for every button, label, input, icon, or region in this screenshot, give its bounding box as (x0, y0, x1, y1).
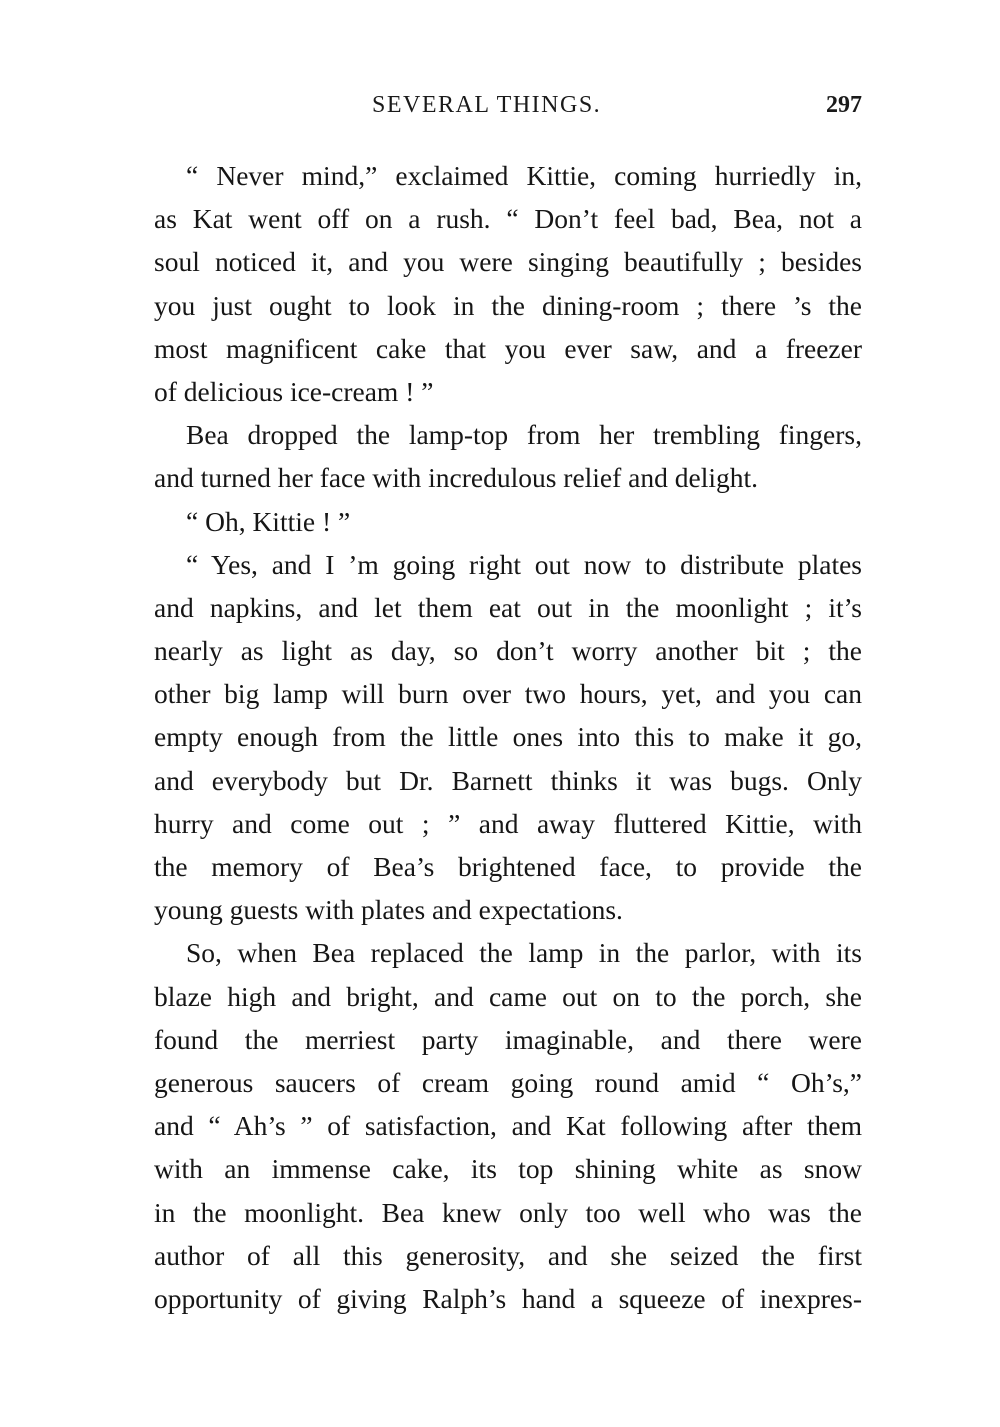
text-line: opportunity of giving Ralph’s hand a squeeze of inexpres- (154, 1282, 862, 1314)
text-line: most magnificent cake that you ever saw, and a freezer (154, 332, 862, 364)
text-line: young guests with plates and expectations. (154, 894, 623, 926)
text-line: So, when Bea replaced the lamp in the parlor, with its (186, 937, 862, 969)
text-line: in the moonlight. Bea knew only too well who was the (154, 1196, 862, 1228)
page-number: 297 (826, 92, 862, 118)
body-text (154, 154, 862, 1320)
text-line: soul noticed it, and you were singing beautifully ; besides (154, 246, 862, 278)
text-line: and napkins, and let them eat out in the moonlight ; it’s (154, 591, 862, 623)
paragraph (154, 413, 862, 499)
running-title: SEVERAL THINGS. (372, 92, 602, 118)
text-line: as Kat went off on a rush. “ Don’t feel bad, Bea, not a (154, 203, 862, 235)
text-line: and “ Ah’s ” of satisfaction, and Kat following after them (154, 1110, 862, 1142)
text-line: nearly as light as day, so don’t worry another bit ; the (154, 635, 862, 667)
text-line: “ Oh, Kittie ! ” (186, 505, 351, 537)
paragraph (154, 543, 862, 932)
text-line: author of all this generosity, and she seized the first (154, 1239, 862, 1271)
paragraph (154, 154, 862, 413)
text-line: blaze high and bright, and came out on to the porch, she (154, 980, 862, 1012)
text-line: found the merriest party imaginable, and there were (154, 1023, 862, 1055)
paragraph (154, 931, 862, 1320)
text-line: “ Yes, and I ’m going right out now to distribute plates (186, 548, 862, 580)
text-line: you just ought to look in the dining-room ; there ’s the (154, 289, 862, 321)
text-line: Bea dropped the lamp-top from her trembling fingers, (186, 419, 862, 451)
running-head (154, 92, 862, 126)
text-line: other big lamp will burn over two hours, yet, and you can (154, 678, 862, 710)
paragraph (154, 500, 862, 543)
text-line: and everybody but Dr. Barnett thinks it was bugs. Only (154, 764, 862, 796)
text-line: “ Never mind,” exclaimed Kittie, coming hurriedly in, (186, 160, 862, 191)
text-line: the memory of Bea’s brightened face, to provide the (154, 851, 862, 882)
text-line: empty enough from the little ones into this to make it go, (154, 721, 862, 753)
text-line: hurry and come out ; ” and away fluttered Kittie, with (154, 807, 862, 839)
text-line: with an immense cake, its top shining white as snow (154, 1153, 862, 1185)
text-line: of delicious ice-cream ! ” (154, 375, 434, 407)
text-line: and turned her face with incredulous relief and delight. (154, 462, 759, 494)
text-line: generous saucers of cream going round amid “ Oh’s,” (154, 1066, 862, 1098)
